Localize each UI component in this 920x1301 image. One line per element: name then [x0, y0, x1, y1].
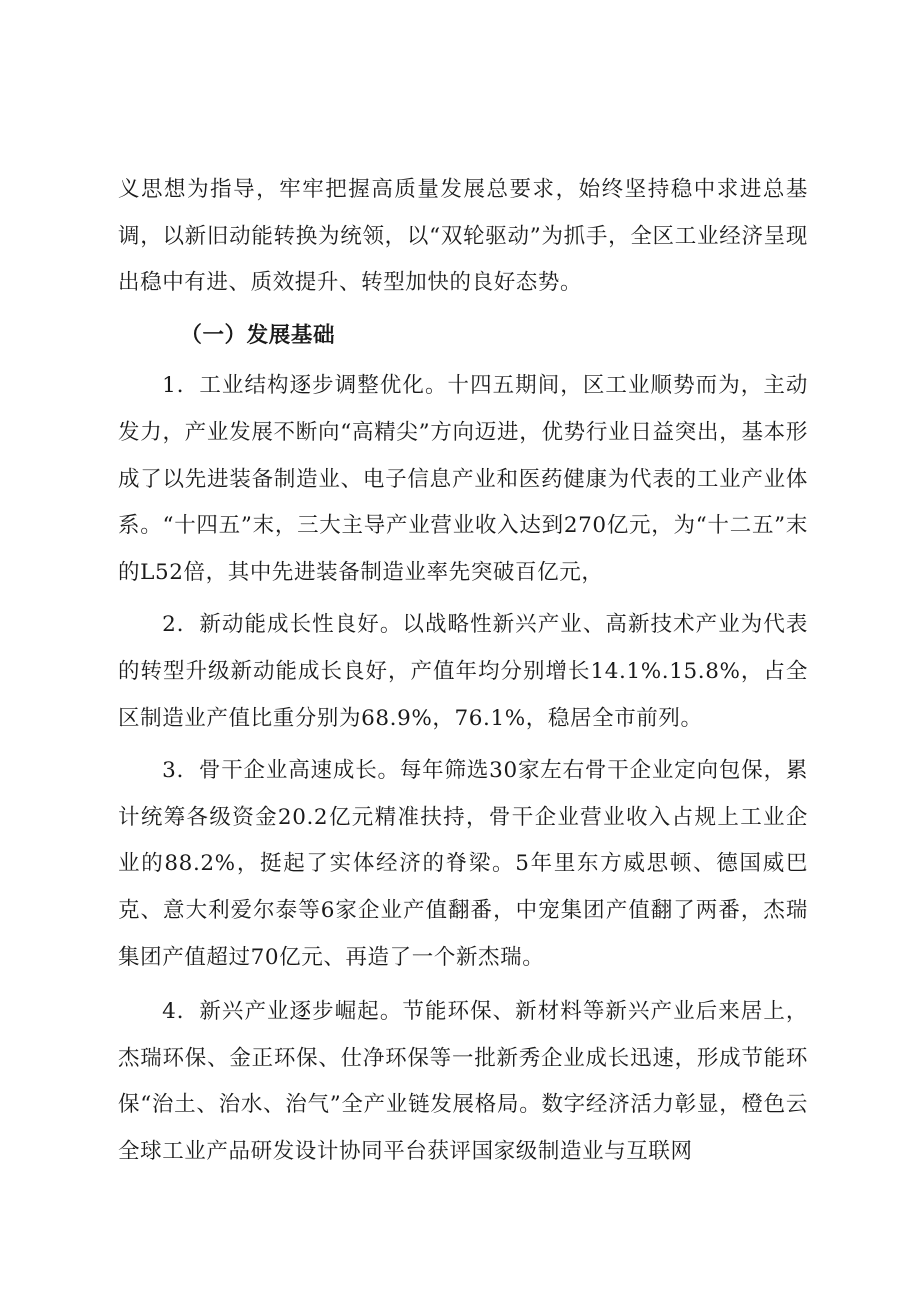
paragraph-new-momentum: 2．新动能成长性良好。以战略性新兴产业、高新技术产业为代表的转型升级新动能成长良好，产值年均分别增长14.1%.15.8%，占全区制造业产值比重分别为68.9%，76.1%，稳居全市前列。 — [118, 612, 808, 731]
section-heading-development-basis: （一）发展基础 — [180, 322, 336, 348]
paragraph-industrial-structure: 1．工业结构逐步调整优化。十四五期间，区工业顺势而为，主动发力，产业发展不断向“高精尖”方向迈进，优势行业日益突出，基本形成了以先进装备制造业、电子信息产业和医药健康为代表的工业产业体系。“十四五”末，三大主导产业营业收入达到270亿元，为“十二五”末的L52倍，其中先进装备制造业率先突破百亿元， — [118, 373, 808, 585]
paragraph-emerging-industries: 4．新兴产业逐步崛起。节能环保、新材料等新兴产业后来居上，杰瑞环保、金正环保、仕净环保等一批新秀企业成长迅速，形成节能环保“治土、治水、治气”全产业链发展格局。数字经济活力彰显，橙色云全球工业产品研发设计协同平台获评国家级制造业与互联网 — [118, 999, 808, 1164]
document-body — [118, 167, 808, 1175]
paragraph-intro-continuation: 义思想为指导，牢牢把握高质量发展总要求，始终坚持稳中求进总基调，以新旧动能转换为统领，以“双轮驱动”为抓手，全区工业经济呈现出稳中有进、质效提升、转型加快的良好态势。 — [118, 177, 808, 296]
paragraph-backbone-enterprises: 3．骨干企业高速成长。每年筛选30家左右骨干企业定向包保，累计统筹各级资金20.2亿元精准扶持，骨干企业营业收入占规上工业企业的88.2%，挺起了实体经济的脊梁。5年里东方威思顿、德国威巴克、意大利爱尔泰等6家企业产值翻番，中宠集团产值翻了两番，杰瑞集团产值超过70亿元、再造了一个新杰瑞。 — [118, 758, 808, 970]
